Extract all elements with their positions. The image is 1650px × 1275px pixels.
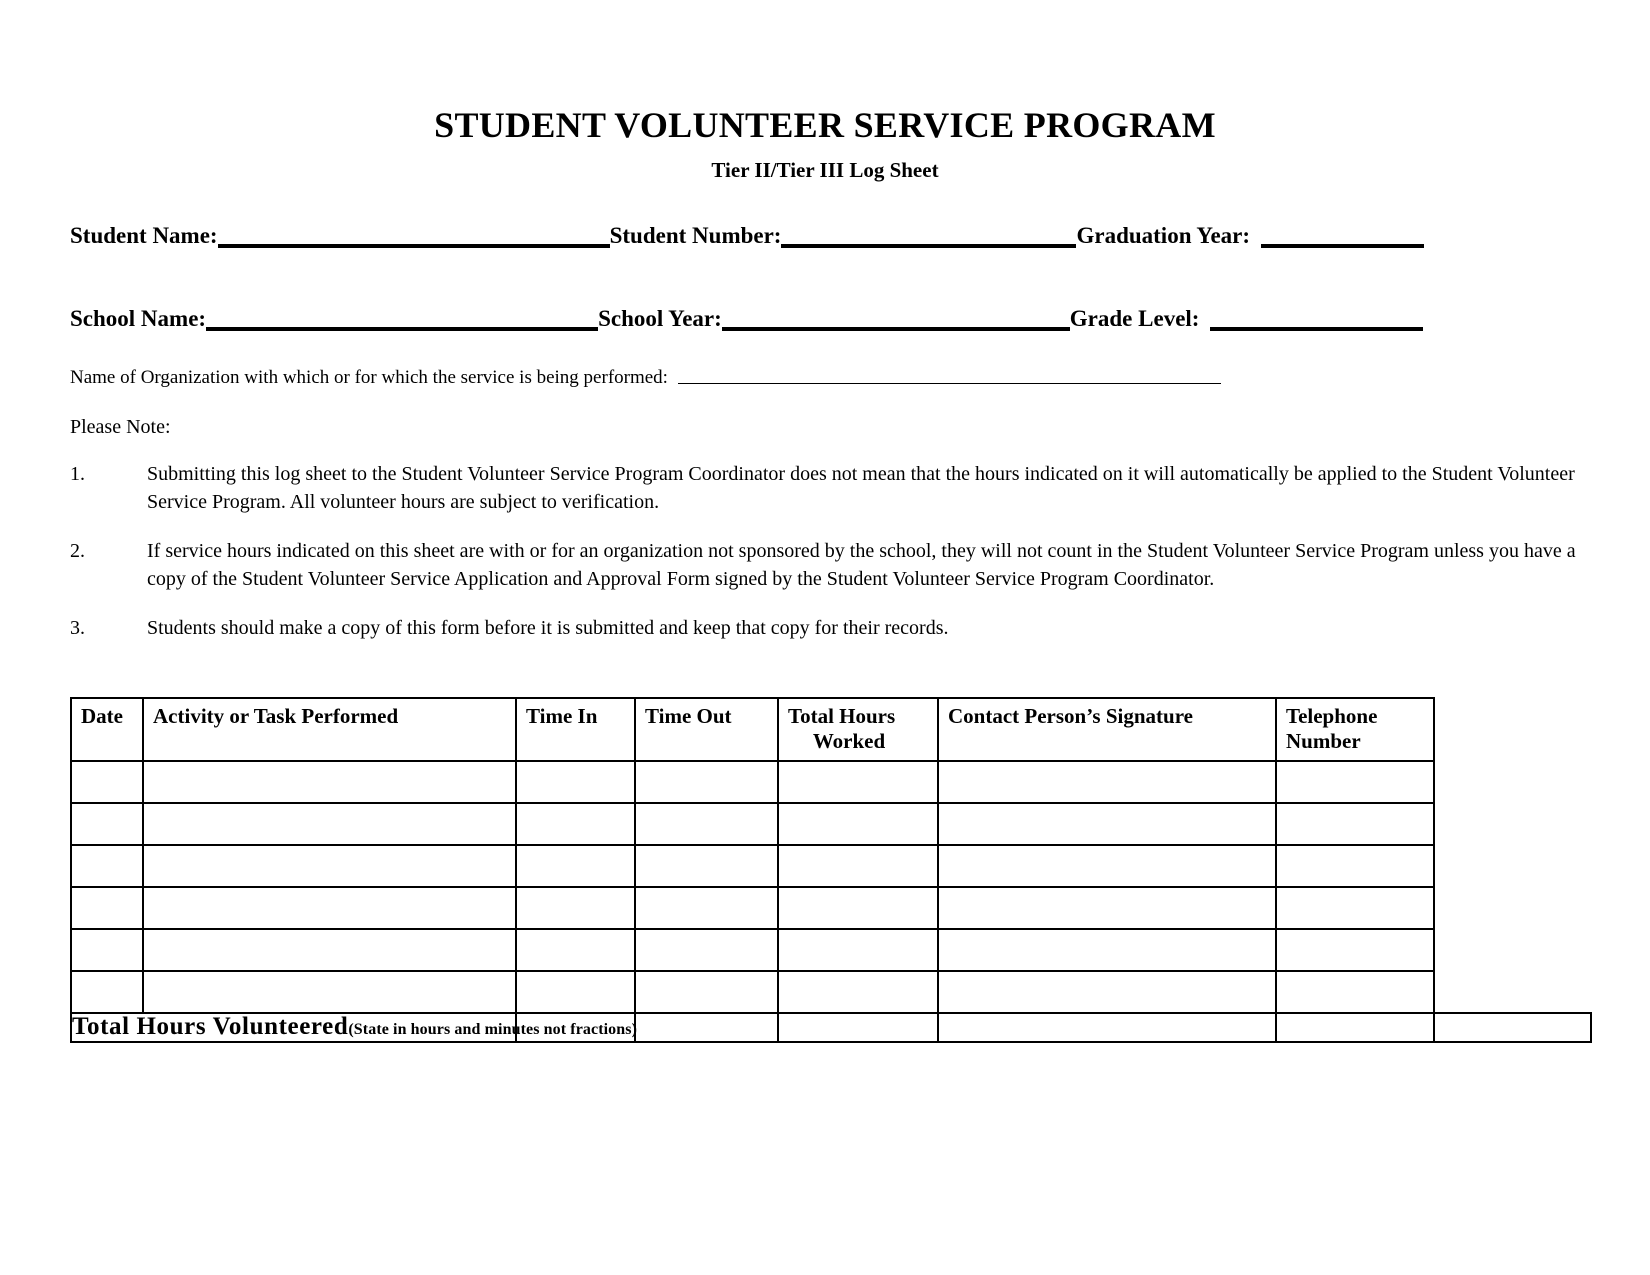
column-header-time-in: Time In	[516, 698, 635, 761]
column-header-telephone: Telephone Number	[1276, 698, 1434, 761]
note-item	[70, 538, 1580, 593]
cell-time-in[interactable]	[516, 761, 635, 803]
school-name-input[interactable]	[206, 327, 598, 331]
student-name-input[interactable]	[218, 244, 610, 248]
cell-time-out[interactable]	[635, 929, 778, 971]
total-hours-volunteered-label	[71, 1013, 638, 1041]
cell-date[interactable]	[71, 803, 143, 845]
cell-date[interactable]	[71, 971, 143, 1013]
notes-list	[0, 461, 1650, 643]
cell-activity[interactable]	[143, 761, 516, 803]
cell-time-in[interactable]	[516, 971, 635, 1013]
note-item	[70, 615, 1580, 643]
grade-level-label: Grade Level:	[1069, 306, 1200, 331]
page-subtitle: Tier II/Tier III Log Sheet	[711, 158, 939, 182]
table-row	[71, 761, 1591, 803]
cell-total-hours[interactable]	[778, 929, 938, 971]
total-hours-line2: Worked	[812, 729, 886, 754]
grade-level-input[interactable]	[1210, 327, 1423, 331]
table-body	[71, 761, 1591, 1041]
cell-total-hours[interactable]	[778, 761, 938, 803]
cell-time-out[interactable]	[635, 971, 778, 1013]
page-title: STUDENT VOLUNTEER SERVICE PROGRAM	[434, 105, 1216, 145]
cell-time-in[interactable]	[516, 845, 635, 887]
student-number-label: Student Number:	[609, 223, 782, 248]
total-narrow-cell-3[interactable]	[778, 1013, 938, 1041]
student-name-label: Student Name:	[70, 223, 218, 248]
column-header-activity: Activity or Task Performed	[143, 698, 516, 761]
table-row	[71, 971, 1591, 1013]
table-row	[71, 929, 1591, 971]
school-name-label: School Name:	[70, 306, 207, 331]
cell-time-out[interactable]	[635, 845, 778, 887]
log-table-section	[0, 697, 1650, 1043]
cell-telephone[interactable]	[1276, 971, 1434, 1013]
column-header-total-hours-worked	[778, 698, 938, 761]
cell-activity[interactable]	[143, 803, 516, 845]
cell-date[interactable]	[71, 845, 143, 887]
cell-date[interactable]	[71, 929, 143, 971]
cell-signature[interactable]	[938, 803, 1276, 845]
cell-telephone[interactable]	[1276, 845, 1434, 887]
table-row	[71, 803, 1591, 845]
cell-total-hours[interactable]	[778, 845, 938, 887]
please-note-heading: Please Note:	[70, 416, 171, 438]
column-header-signature: Contact Person’s Signature	[938, 698, 1276, 761]
form-row-school	[70, 292, 1592, 332]
organization-input[interactable]	[678, 383, 1221, 384]
note-text: Submitting this log sheet to the Student Volunteer Service Program Coordinator does not mean that the hours indicated on it will automatically be applied to the Student Volunteer Service Program. All volunteer hours are subject to verification.	[147, 463, 1575, 513]
total-narrow-cell-2[interactable]	[635, 1013, 778, 1041]
organization-field-row	[0, 368, 1650, 387]
cell-telephone[interactable]	[1276, 887, 1434, 929]
cell-time-in[interactable]	[516, 887, 635, 929]
cell-time-in[interactable]	[516, 803, 635, 845]
cell-total-hours[interactable]	[778, 971, 938, 1013]
cell-date[interactable]	[71, 887, 143, 929]
organization-label: Name of Organization with which or for which the service is being performed:	[70, 367, 668, 388]
cell-telephone[interactable]	[1276, 761, 1434, 803]
total-label-main: Total Hours Volunteered	[72, 1013, 349, 1041]
cell-activity[interactable]	[143, 887, 516, 929]
cell-signature[interactable]	[938, 845, 1276, 887]
volunteer-log-table	[70, 697, 1592, 1043]
cell-time-out[interactable]	[635, 803, 778, 845]
cell-activity[interactable]	[143, 845, 516, 887]
cell-time-out[interactable]	[635, 761, 778, 803]
note-number: 1.	[70, 463, 85, 485]
cell-signature[interactable]	[938, 887, 1276, 929]
note-text: Students should make a copy of this form before it is submitted and keep that copy for their records.	[147, 617, 949, 640]
school-year-input[interactable]	[722, 327, 1070, 331]
cell-signature[interactable]	[938, 971, 1276, 1013]
cell-total-hours[interactable]	[778, 803, 938, 845]
note-text: If service hours indicated on this sheet are with or for an organization not sponsored by the school, they will not count in the Student Volunteer Service Program unless you have a copy of the Student Volunteer Service Application and Approval Form signed by the Student Volunteer Service Program Coordinator.	[147, 540, 1576, 590]
cell-time-out[interactable]	[635, 887, 778, 929]
graduation-year-input[interactable]	[1261, 244, 1424, 248]
note-item	[70, 461, 1580, 516]
note-number: 3.	[70, 617, 85, 640]
cell-date[interactable]	[71, 761, 143, 803]
student-number-input[interactable]	[781, 244, 1076, 248]
total-signature-cell[interactable]	[1276, 1013, 1434, 1041]
cell-activity[interactable]	[143, 929, 516, 971]
graduation-year-label: Graduation Year:	[1076, 223, 1251, 248]
cell-time-in[interactable]	[516, 929, 635, 971]
cell-telephone[interactable]	[1276, 929, 1434, 971]
total-hours-value-cell[interactable]	[938, 1013, 1276, 1041]
cell-telephone[interactable]	[1276, 803, 1434, 845]
column-header-date: Date	[71, 698, 143, 761]
form-fields-section	[0, 209, 1650, 332]
total-telephone-cell[interactable]	[1434, 1013, 1592, 1041]
note-number: 2.	[70, 540, 85, 563]
school-year-label: School Year:	[598, 306, 722, 331]
cell-signature[interactable]	[938, 929, 1276, 971]
column-header-time-out: Time Out	[635, 698, 778, 761]
form-row-student	[70, 209, 1592, 249]
total-label-note: (State in hours and minutes not fractions)	[348, 1021, 638, 1039]
total-hours-line1: Total Hours	[788, 703, 896, 728]
table-header-row	[71, 698, 1591, 761]
table-row	[71, 845, 1591, 887]
table-row	[71, 887, 1591, 929]
table-total-row	[71, 1013, 1591, 1041]
cell-activity[interactable]	[143, 971, 516, 1013]
cell-total-hours[interactable]	[778, 887, 938, 929]
cell-signature[interactable]	[938, 761, 1276, 803]
